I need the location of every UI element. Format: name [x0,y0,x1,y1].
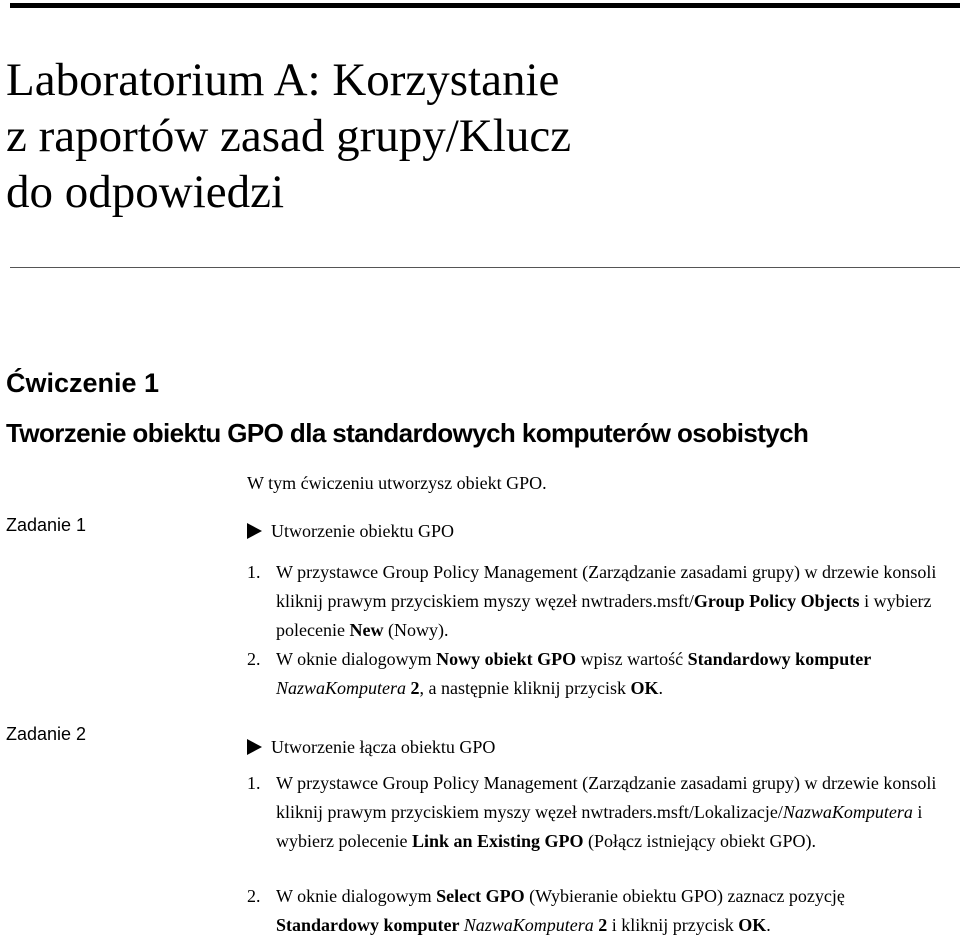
italic-text: NazwaKomputera [782,802,913,822]
step-number: 2. [247,886,261,906]
step-number: 1. [247,773,261,793]
step-text [276,769,952,856]
text-run: wpisz wartość [576,649,688,669]
task-1-step-1 [247,558,952,645]
step-text [276,558,952,645]
text-run: i kliknij przycisk [607,915,739,935]
text-run: i wybierz polecenie [276,591,932,640]
title-line-2: z raportów zasad grupy/Klucz [6,110,572,162]
step-number: 2. [247,649,261,669]
bold-text: Select GPO [436,886,525,906]
page-title [6,52,946,220]
exercise-number: Ćwiczenie 1 [6,368,160,398]
text-run: (Połącz istniejący obiekt GPO). [583,831,816,851]
task-2-step-2 [247,882,952,940]
text-run: . [766,915,771,935]
bold-text: Standardowy komputer [687,649,871,669]
task-2-heading-text: Utworzenie łącza obiektu GPO [271,737,496,757]
task-1-side-label: Zadanie 1 [6,515,87,535]
text-run: W oknie dialogowym [276,886,437,906]
text-run: (Nowy). [383,620,449,640]
bold-text: 2 [406,678,420,698]
italic-text: NazwaKomputera [276,678,407,698]
top-rule [10,3,960,8]
bold-text: Nowy obiekt GPO [436,649,577,669]
bold-text: New [349,620,384,640]
text-run: . [658,678,663,698]
task-1-step-2 [247,645,952,703]
triangle-arrow-icon [247,523,262,539]
bold-text: OK [738,915,767,935]
text-run: W przystawce Group Policy Management (Zarządzanie zasadami grupy) w drzewie konsoli kliknij prawym przyciskiem myszy węzeł nwtraders.msft/Lokalizacje/ [276,773,937,822]
text-run: W oknie dialogowym [276,649,437,669]
text-run: i wybierz polecenie [276,802,923,851]
step-text [276,882,952,940]
bold-text: Link an Existing GPO [411,831,584,851]
text-run: , a następnie kliknij przycisk [419,678,631,698]
title-line-1: Laboratorium A: Korzystanie [6,54,560,106]
task-1-heading-text: Utworzenie obiektu GPO [271,521,454,541]
italic-text: NazwaKomputera [463,915,594,935]
task-2-step-1 [247,769,952,856]
task-2-heading [247,734,495,760]
step-number: 1. [247,562,261,582]
title-line-3: do odpowiedzi [6,166,285,218]
bold-text: OK [630,678,659,698]
step-text [276,645,952,703]
text-run: (Wybieranie obiektu GPO) zaznacz pozycję [524,886,845,906]
exercise-intro: W tym ćwiczeniu utworzysz obiekt GPO. [247,473,547,493]
bold-text: 2 [593,915,608,935]
title-rule [10,267,960,268]
task-2-side-label: Zadanie 2 [6,724,87,744]
bold-text: Standardowy komputer [276,915,464,935]
triangle-arrow-icon [247,739,262,755]
task-1-heading [247,518,454,544]
bold-text: Group Policy Objects [693,591,860,611]
exercise-title: Tworzenie obiektu GPO dla standardowych komputerów osobistych [6,418,809,448]
text-run: W przystawce Group Policy Management (Zarządzanie zasadami grupy) w drzewie konsoli kliknij prawym przyciskiem myszy węzeł nwtraders.msft/ [276,562,937,611]
